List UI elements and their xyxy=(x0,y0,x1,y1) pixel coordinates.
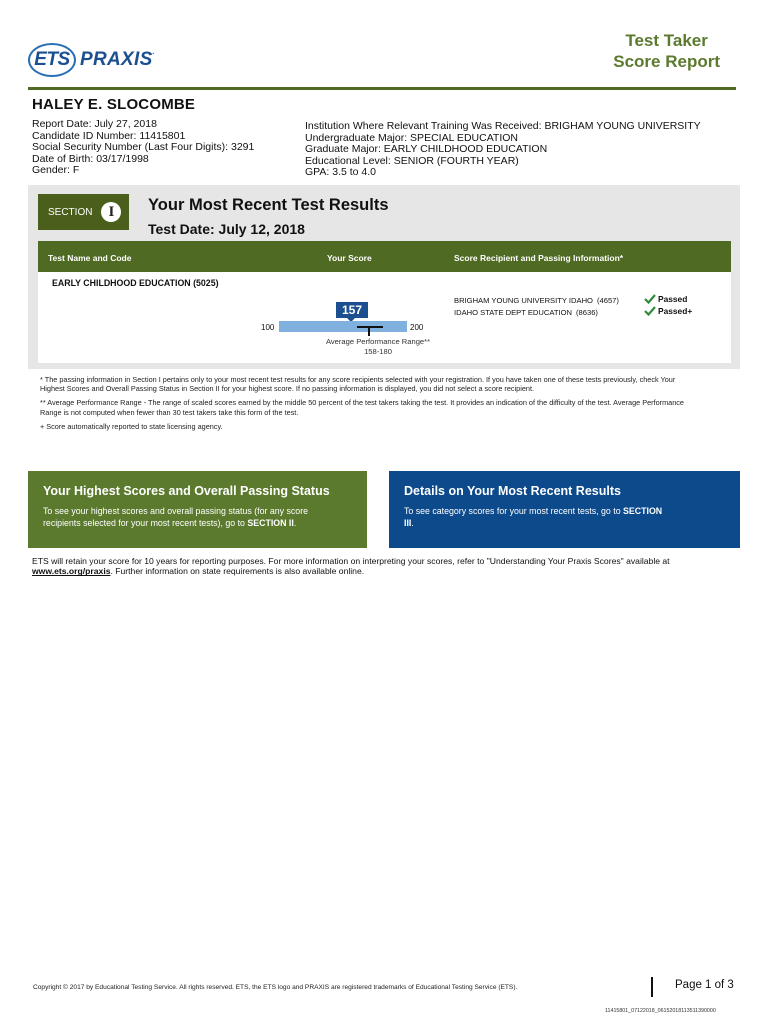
score-retention-note: ETS will retain your score for 10 years for reporting purposes. For more information on interpreting your scores, refer to "Understanding Your Praxis Scores" available at www.ets.org/praxis. Further information on state requirements is also available online. xyxy=(32,556,670,577)
recent-details-desc: To see category scores for your most recent tests, go to SECTION III. xyxy=(404,506,663,528)
results-table-row xyxy=(38,272,731,363)
gpa: GPA: 3.5 to 4.0 xyxy=(305,166,377,179)
gender: Gender: F xyxy=(32,164,80,177)
pass-status-2 xyxy=(644,306,692,316)
column-header-your-score: Your Score xyxy=(327,253,372,263)
footnote-range: ** Average Performance Range - The range of scaled scores earned by the middle 50 percent of the test takers taking the test. It provides an indication of the difficulty of the test. Average Performance Range is not computed when fewer than 30 test takers take this form of the test. xyxy=(40,398,684,417)
check-icon xyxy=(644,294,656,304)
section-two-link: SECTION II xyxy=(247,517,294,528)
recent-details-box xyxy=(389,471,740,548)
footnote-passing: * The passing information in Section I pertains only to your most recent test results for any score recipients selected with your registration. If you have taken one of these tests previously, check Your Highest Scores and Overall Passing Status in Section II for your highest score. If no passing information is displayed, you did not select a score recipient. xyxy=(40,375,676,394)
recipient-1 xyxy=(454,296,619,305)
pass-status-1 xyxy=(644,294,687,304)
score-value: 157 xyxy=(336,302,368,318)
section-three-link: SECTION III xyxy=(404,506,663,528)
praxis-website-link[interactable]: www.ets.org/praxis xyxy=(32,566,111,577)
highest-scores-box xyxy=(28,471,367,548)
performance-range-tick xyxy=(368,326,370,336)
undergraduate-major: Undergraduate Major: SPECIAL EDUCATION xyxy=(305,131,518,144)
section-one-badge xyxy=(38,194,129,230)
recipient-name: BRIGHAM YOUNG UNIVERSITY IDAHO xyxy=(454,296,593,305)
pass-status-text: Passed+ xyxy=(658,306,693,316)
candidate-id: Candidate ID Number: 11415801 xyxy=(32,129,186,142)
performance-range-line xyxy=(357,326,383,328)
results-table-header xyxy=(38,241,731,272)
date-of-birth: Date of Birth: 03/17/1998 xyxy=(32,152,149,165)
candidate-name: HALEY E. SLOCOMBE xyxy=(32,96,196,113)
footnotes xyxy=(40,375,692,436)
section-numeral-icon: I xyxy=(101,202,121,222)
recent-details-title: Details on Your Most Recent Results xyxy=(404,484,621,498)
report-title-line1: Test Taker xyxy=(625,31,708,50)
candidate-info-left xyxy=(32,119,254,177)
ets-praxis-logo xyxy=(28,42,155,78)
footer-divider xyxy=(651,977,653,997)
test-date: Test Date: July 12, 2018 xyxy=(148,221,305,237)
ssn-last-four: Social Security Number (Last Four Digits): 3291 xyxy=(32,141,255,154)
footnote-auto: + Score automatically reported to state licensing agency. xyxy=(40,421,223,431)
header-divider xyxy=(28,87,736,90)
copyright-notice: Copyright © 2017 by Educational Testing Service. All rights reserved. ETS, the ETS logo and PRAXIS are registered trademarks of Educational Testing Service (ETS). xyxy=(33,984,518,991)
report-date: Report Date: July 27, 2018 xyxy=(32,118,157,130)
institution: Institution Where Relevant Training Was Received: BRIGHAM YOUNG UNIVERSITY xyxy=(305,120,701,132)
report-title-line2: Score Report xyxy=(613,52,720,71)
check-icon xyxy=(644,306,656,316)
range-label-text: Average Performance Range** xyxy=(325,337,431,346)
section-one-title: Your Most Recent Test Results xyxy=(148,196,389,214)
page-number: Page 1 of 3 xyxy=(675,979,734,991)
pass-status-text: Passed xyxy=(658,294,688,304)
candidate-info-right xyxy=(305,121,701,179)
recipient-2 xyxy=(454,308,598,317)
educational-level: Educational Level: SENIOR (FOURTH YEAR) xyxy=(305,154,519,167)
document-code: 11415801_07122018_06152018113511390000 xyxy=(605,1008,716,1014)
report-title xyxy=(613,30,720,72)
performance-range-label xyxy=(323,337,433,356)
column-header-recipient: Score Recipient and Passing Information* xyxy=(454,253,624,263)
praxis-logo-word: PRAXIS. xyxy=(80,49,155,70)
test-name: EARLY CHILDHOOD EDUCATION (5025) xyxy=(52,278,219,288)
highest-scores-title: Your Highest Scores and Overall Passing Status xyxy=(43,484,330,498)
recipient-name: IDAHO STATE DEPT EDUCATION xyxy=(454,308,572,317)
recipient-code: (4657) xyxy=(596,296,619,305)
score-scale-bar xyxy=(279,321,407,332)
column-header-test-name: Test Name and Code xyxy=(48,253,132,263)
scale-min: 100 xyxy=(261,323,275,332)
ets-logo-badge: ETS xyxy=(28,43,76,77)
section-badge-label: SECTION xyxy=(48,206,93,218)
range-value: 158-180 xyxy=(364,346,392,356)
scale-max: 200 xyxy=(410,323,424,332)
recipient-code: (8636) xyxy=(576,308,598,317)
graduate-major: Graduate Major: EARLY CHILDHOOD EDUCATION xyxy=(305,143,548,156)
highest-scores-desc: To see your highest scores and overall passing status (for any score recipients selected for your most recent tests), go to SECTION II. xyxy=(43,506,309,528)
